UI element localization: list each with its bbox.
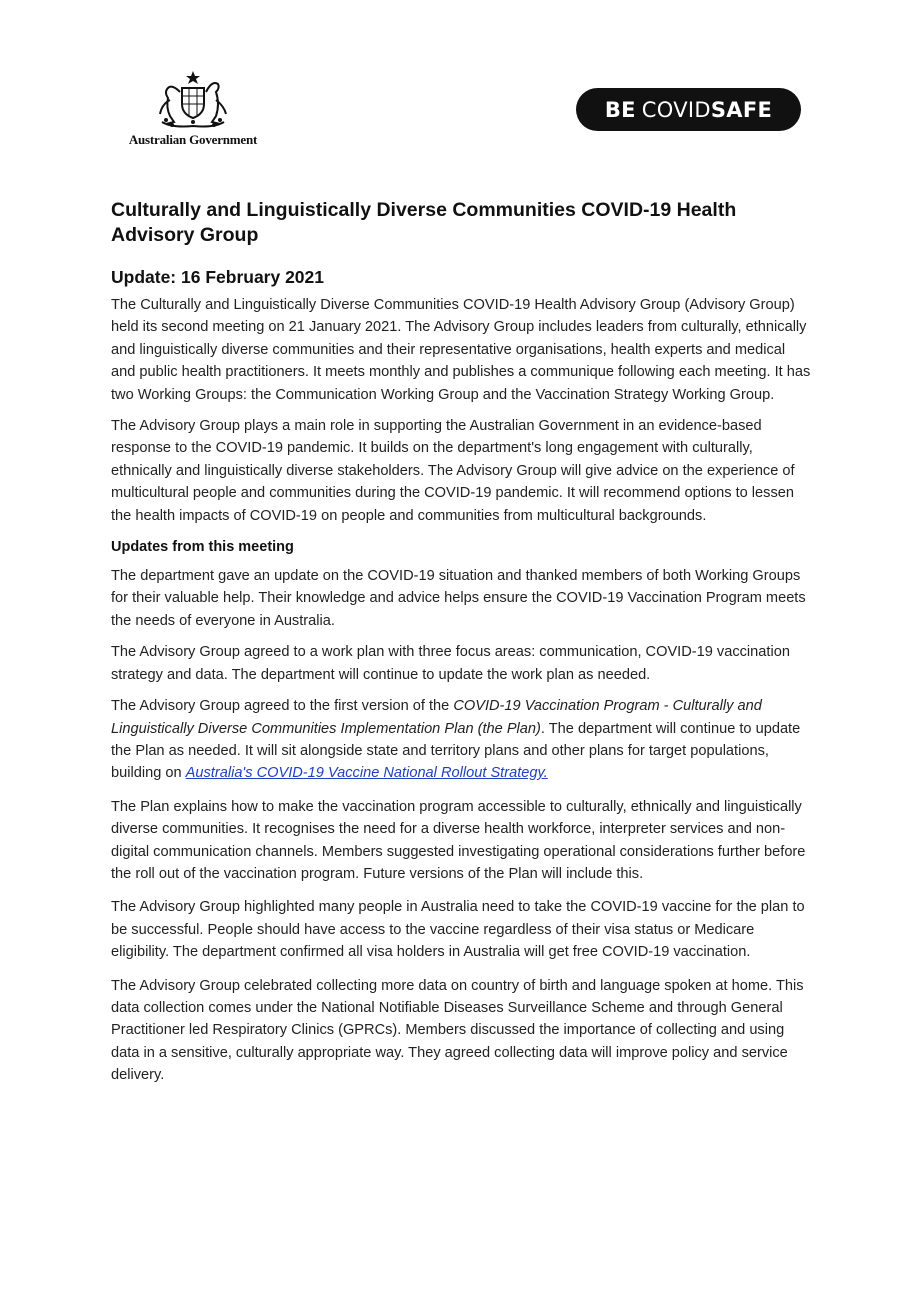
- plan-paragraph: [111, 695, 811, 785]
- plan-paragraph-prefix: The Advisory Group agreed to the first version of the: [111, 698, 454, 715]
- plan-title: COVID-19 Vaccination Program - Culturally and Linguistically Diverse Communities Implementation Plan (the Plan): [111, 698, 762, 737]
- government-logo: [118, 68, 268, 152]
- rollout-strategy-link[interactable]: Australia's COVID-19 Vaccine National Rollout Strategy.: [185, 765, 548, 782]
- coat-of-arms-icon: [152, 70, 234, 130]
- closing-paragraph-3: The Advisory Group celebrated collecting more data on country of birth and language spoken at home. This data collection comes under the National Notifiable Diseases Surveillance Scheme and through General Practitioner led Respiratory Clinics (GPRCs). Members discussed the importance of collecting and using data in a sensitive, culturally appropriate way. They agreed collecting data will improve policy and service delivery.: [111, 977, 804, 1084]
- update-paragraph-2: The Advisory Group agreed to a work plan with three focus areas: communication, COVID-19 vaccination strategy and data. The department will continue to update the work plan as needed.: [111, 644, 790, 683]
- plan-paragraph-middle: . The department will continue to update the Plan as needed. It will sit alongside state and territory plans and other plans for target populations, building on: [111, 720, 801, 782]
- badge-be-text: BE: [604, 97, 636, 122]
- intro-paragraph-2: The Advisory Group plays a main role in supporting the Australian Government in an evidence-based response to the COVID-19 pandemic. It builds on the department's long engagement with culturally, ethnically and linguistically diverse stakeholders. The Advisory Group will give advice on the experience of multicultural people and communities during the COVID-19 pandemic. It will recommend options to lessen the health impacts of COVID-19 on people and communities from multicultural backgrounds.: [111, 418, 795, 524]
- document-title: Culturally and Linguistically Diverse Communities COVID-19 Health Advisory Group: [111, 199, 737, 246]
- update-date-heading: Update: 16 February 2021: [111, 267, 325, 287]
- closing-paragraph-1: The Plan explains how to make the vaccination program accessible to culturally, ethnically and linguistically diverse communities. It recognises the need for a diverse health workforce, interpreter services and non-digital communication channels. Members suggested investigating operational considerations further before the roll out of the vaccination program. Future versions of the Plan will include this.: [111, 798, 806, 882]
- badge-covid-text: COVID: [641, 97, 711, 122]
- intro-paragraph-1: The Culturally and Linguistically Diverse Communities COVID-19 Health Advisory Group (Advisory Group) held its second meeting on 21 January 2021. The Advisory Group includes leaders from culturally, ethnically and linguistically diverse communities and their representative organisations, health experts and medical and public health practitioners. It meets monthly and publishes a communique following each meeting. It has two Working Groups: the Communication Working Group and the Vaccination Strategy Working Group.: [111, 297, 811, 403]
- document-body: [111, 198, 811, 1096]
- closing-paragraph-2: The Advisory Group highlighted many people in Australia need to take the COVID-19 vaccine for the plan to be successful. People should have access to the vaccine regardless of their visa status or Medicare eligibility. The department confirmed all visa holders in Australia will get free COVID-19 vaccination.: [111, 899, 805, 961]
- updates-heading: Updates from this meeting: [111, 539, 294, 556]
- be-covidsafe-badge: [576, 88, 801, 131]
- badge-safe-text: SAFE: [710, 97, 773, 122]
- update-paragraph-1: The department gave an update on the COVID-19 situation and thanked members of both Working Groups for their valuable help. Their knowledge and advice helps ensure the COVID-19 Vaccination Program meets the needs of everyone in Australia.: [111, 568, 806, 629]
- government-name: Australian Government: [128, 132, 258, 147]
